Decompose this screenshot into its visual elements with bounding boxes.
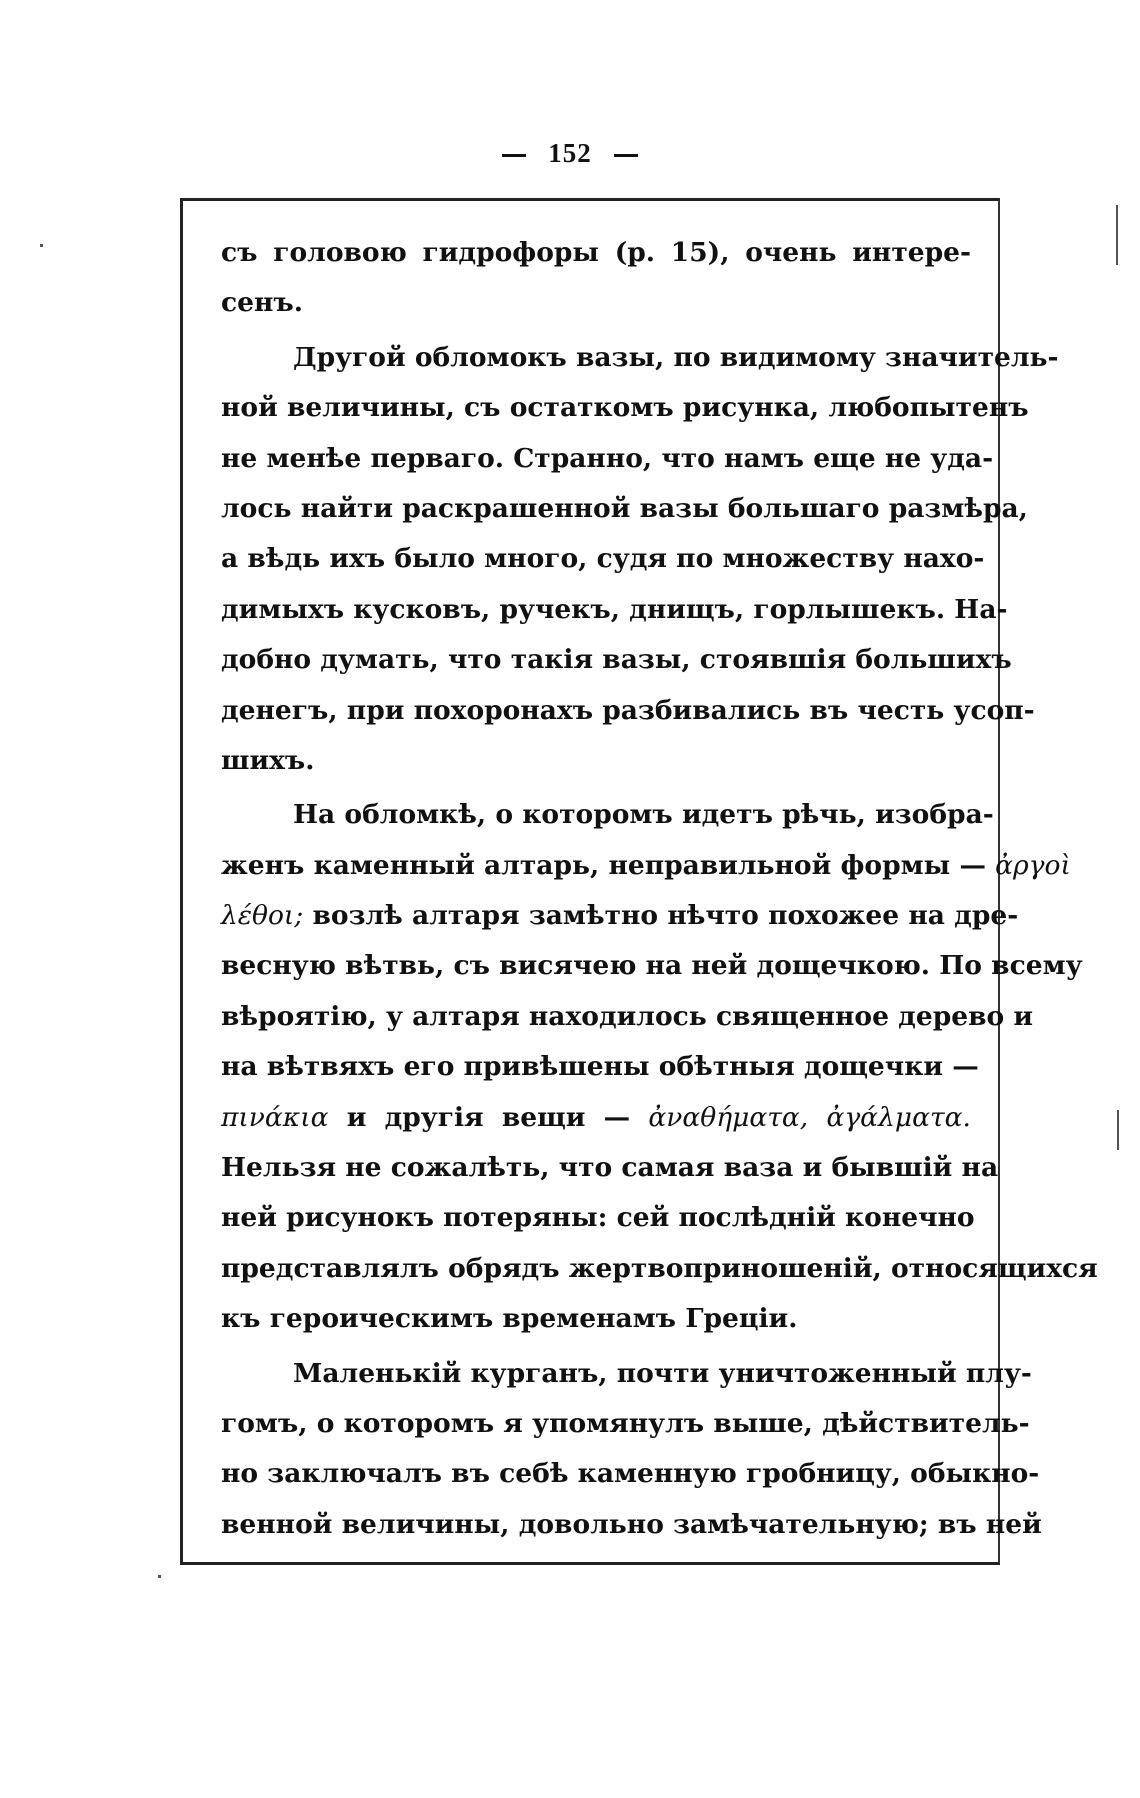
text-line: но заключалъ въ себѣ каменную гробницу, обыкно- [221, 1458, 1040, 1490]
greek-word: λέθοι; [221, 900, 304, 932]
text-line: На обломкѣ, о которомъ идетъ рѣчь, изобра- [293, 799, 994, 831]
text-line: весную вѣтвь, съ висячею на ней дощечкою. По всему [221, 950, 1083, 982]
text-line: на вѣтвяхъ его привѣшены обѣтныя дощечки — [221, 1051, 979, 1083]
text-line: женъ каменный алтарь, неправильной формы — ἀργοὶ [221, 849, 1071, 881]
text-line: къ героическимъ временамъ Греціи. [221, 1303, 798, 1335]
scan-edge-mark [1116, 205, 1118, 265]
text-line: Нельзя не сожалѣть, что самая ваза и бывшій на [221, 1152, 999, 1184]
text-line: Маленькій курганъ, почти уничтоженный плу- [293, 1357, 1032, 1389]
text-line: λέθοι; возлѣ алтаря замѣтно нѣчто похожее на дре- [221, 900, 1019, 932]
text-line: шихъ. [221, 744, 315, 776]
page-number: 152 [548, 138, 592, 168]
scan-edge-mark [40, 244, 43, 247]
text-line: вѣроятію, у алтаря находилось священное дерево и [221, 1000, 1034, 1032]
greek-word: ἀγάλματα. [826, 1101, 971, 1133]
text-line: добно думать, что такія вазы, стоявшія большихъ [221, 644, 1012, 676]
scan-edge-mark [1117, 1110, 1119, 1150]
left-dash [502, 154, 526, 157]
greek-word: ἀναθήματα, [648, 1101, 809, 1133]
text-line: представлялъ обрядъ жертвоприношеній, относящихся [221, 1252, 1098, 1284]
text-line: венной величины, довольно замѣчательную; въ ней [221, 1508, 1042, 1540]
body-text [221, 228, 1098, 1550]
page-number-header [0, 138, 1140, 169]
text-line: а вѣдь ихъ было много, судя по множеству нахо- [221, 543, 985, 575]
greek-word: ἀργοὶ [995, 849, 1071, 881]
text-line: не менѣе перваго. Странно, что намъ еще не уда- [221, 442, 994, 474]
text-line: гомъ, о которомъ я упомянулъ выше, дѣйствитель- [221, 1407, 1030, 1439]
scan-edge-mark [158, 1575, 161, 1578]
text-line: πινάκια и другія вещи — ἀναθήματα, ἀγάλματα. [221, 1101, 971, 1133]
text-line: лось найти раскрашенной вазы большаго размѣра, [221, 492, 1028, 524]
text-line: димыхъ кусковъ, ручекъ, днищъ, горлышекъ. На- [221, 593, 1008, 625]
text-line: ной величины, съ остаткомъ рисунка, любопытенъ [221, 392, 1029, 424]
text-line: денегъ, при похоронахъ разбивались въ честь усоп- [221, 694, 1035, 726]
text-line: съ головою гидрофоры (р. 15), очень интере- [221, 237, 971, 268]
greek-word: πινάκια [221, 1101, 329, 1133]
text-line: сенъ. [221, 287, 303, 319]
text-line: Другой обломокъ вазы, по видимому значитель- [293, 341, 1059, 373]
right-dash [614, 154, 638, 157]
text-line: ней рисунокъ потеряны: сей послѣдній конечно [221, 1202, 975, 1234]
